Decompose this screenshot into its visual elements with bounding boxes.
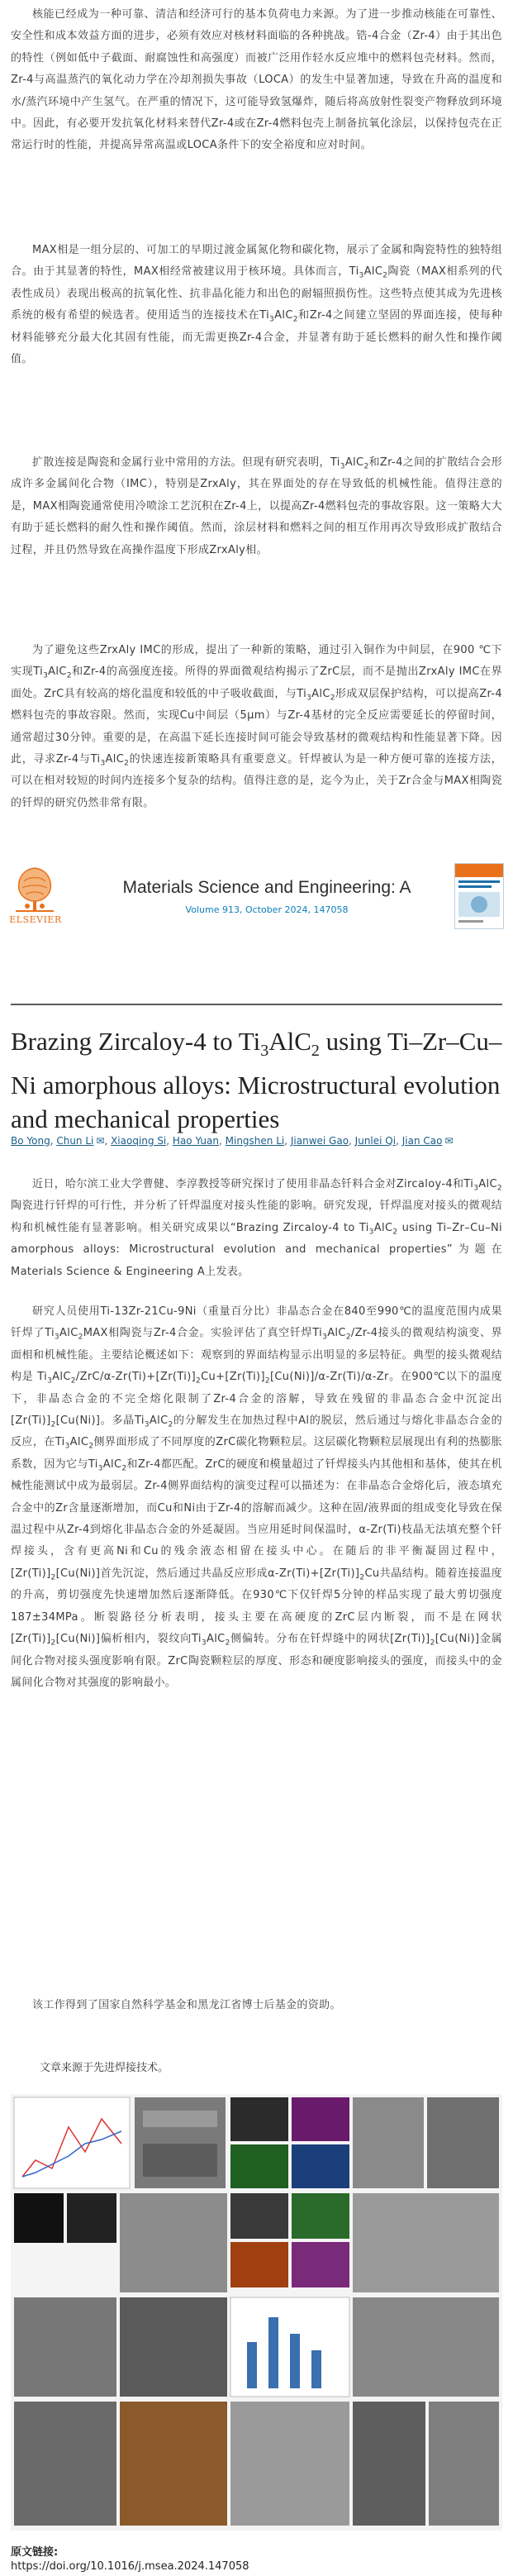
subscript: 3 (359, 272, 364, 280)
author-separator: , (349, 1135, 355, 1147)
subscript: 2 (363, 462, 369, 471)
subscript: 2 (168, 1420, 173, 1429)
title-run: 3 (260, 1042, 269, 1061)
text-run: 侧偏转。分布在钎焊缝中的网状[Zr(Ti)] (230, 1633, 430, 1646)
journal-name[interactable]: Materials Science and Engineering: A (122, 878, 411, 897)
text-run: 陶瓷进行钎焊的可行性，并分析了钎焊温度对接头性能的影响。研究发现，钎焊温度对接头的微观结构和机械性能有显著影响。相关研究成果以“Brazing Zircaloy-4 to Ti (11, 1200, 502, 1234)
subscript: 3 (368, 1228, 374, 1237)
body-paragraph (11, 1174, 502, 1283)
text-run: [Cu(Ni)]首先沉淀，然后通过共晶反应形成α-Zr(Ti)+[Zr(Ti)] (55, 1567, 360, 1580)
text-run: 和Zr-4的高强度连接。所得的界面微观结构揭示了ZrC层，而不是抛出ZrxAly IMC在界面处。ZrC具有较高的熔化温度和较低的中子吸收截面，与Ti (11, 665, 502, 700)
author-separator: , (50, 1135, 57, 1147)
source-label: 原文链接: (11, 2546, 59, 2559)
subscript: 2 (330, 694, 335, 703)
text-run: AlC (149, 1414, 169, 1428)
text-run: 的快速连接新策略具有重要意义。钎焊被认为是一种方便可靠的连接方法，可以在相对较短的时间内连接多个复杂的结构。值得注意的是，迄今为止，关于Zr合金与MAX相陶瓷的钎焊的研究仍然非常有限。 (11, 753, 502, 809)
text-run: AlC (69, 1436, 89, 1449)
subscript: 3 (97, 1464, 103, 1473)
author-link[interactable]: Chun Li (56, 1135, 94, 1147)
intro-paragraph (11, 452, 502, 561)
source-doi-link[interactable]: https://doi.org/10.1016/j.msea.2024.147058 (11, 2560, 249, 2573)
text-run: MAX相是一组分层的、可加工的早期过渡金属氮化物和碳化物，展示了金属和陶瓷特性的独特组合。由于其显著的特性，MAX相经常被建议用于核环境。具体而言，Ti (11, 244, 502, 279)
author-email-icon[interactable]: ✉ (96, 1135, 105, 1147)
text-run: AlC (59, 1327, 78, 1340)
subscript: 2 (496, 1184, 502, 1193)
subscript: 2 (66, 672, 72, 680)
body-paragraph (11, 1995, 502, 2016)
text-run: 陶瓷（MAX相系列的代表性成员）表现出极高的抗氧化性、抗非晶化能力和出色的耐辐照损伤性。这些特点使其成为先进核系统的极有希望的候选者。使用适当的连接技术在Ti (11, 265, 502, 322)
body-paragraph (11, 1301, 502, 1694)
text-run: 近日，哈尔滨工业大学曹健、李淳教授等研究探讨了使用非晶态钎料合金对Zircaloy-4和Ti (32, 1178, 474, 1190)
subscript: 3 (340, 462, 345, 471)
author-link[interactable]: Jianwei Gao (290, 1135, 349, 1147)
text-run: Cu共晶结构。随着连接温度的升高，剪切强度先快速增加然后逐渐降低。在930℃下仅钎焊5分钟的样品实现了最大剪切强度187±34MPa。断裂路径分析表明，接头主要在高硬度的ZrC层内断裂，而不是在网状[Zr(Ti)] (11, 1567, 502, 1646)
figure-credit: 文章来源于先进焊接技术。 (40, 2062, 169, 2074)
subscript: 2 (88, 1443, 94, 1452)
subscript: 2 (225, 1639, 230, 1648)
subscript: 2 (430, 1639, 435, 1648)
subscript: 3 (201, 1639, 207, 1648)
subscript: 2 (78, 1333, 83, 1342)
subscript: 2 (359, 1573, 365, 1582)
subscript: 3 (54, 1333, 59, 1342)
subscript: 3 (322, 1333, 328, 1342)
elsevier-tree-logo (11, 863, 59, 914)
text-run: AlC (373, 1221, 393, 1234)
text-run: 和Zr-4都匹配。ZrC的硬度和模量超过了钎焊接头内其他相和基体，使其在机械性能测试中成为最弱层。Zr-4侧界面结构的演变过程可以描述为：在非晶态合金熔化后，液态填充合金中的Zr含量逐渐增加，而Cu和Ni由于Zr-4的溶解而减少。这种在固/液界面的组成变化导致在保温过程中从Zr-4到熔化非晶态合金的外延凝固。当应用延时间保温时，α-Zr(Ti)枝晶无法填充整个钎焊接头，含有更高Ni和Cu的残余液态相留在接头中心。在随后的非平衡凝固过程中，[Zr(Ti)] (11, 1457, 502, 1580)
text-run: AlC (48, 665, 67, 679)
subscript: 2 (196, 1376, 202, 1386)
author-separator: , (218, 1135, 226, 1147)
author-link[interactable]: Junlei Qi (354, 1135, 397, 1147)
text-run: AlC (327, 1327, 346, 1340)
journal-cover-thumbnail (454, 863, 504, 929)
author-link[interactable]: Bo Yong (11, 1135, 50, 1147)
subscript: 2 (50, 1573, 56, 1582)
research-figure-panel (11, 2094, 502, 2531)
publisher-name: ELSEVIER (9, 914, 62, 925)
journal-volume[interactable]: Volume 913, October 2024, 147058 (185, 904, 349, 915)
subscript: 3 (306, 694, 312, 703)
text-run: AlC (52, 1371, 71, 1384)
subscript: 3 (43, 672, 49, 680)
text-run: 研究人员使用Ti-13Zr-21Cu-9Ni（重量百分比）非晶态合金在840至990℃的温度范围内成果钎焊了Ti (11, 1305, 502, 1340)
author-link[interactable]: Hao Yuan (172, 1135, 219, 1147)
text-run: 的分解发生在加热过程中Al的脱层，然后通过与熔化非晶态合金的反应，在Ti (11, 1414, 502, 1449)
text-run: [Cu(Ni)]。多晶Ti (55, 1414, 145, 1428)
title-run: AlC (268, 1027, 311, 1056)
subscript: 3 (100, 759, 106, 768)
text-run: AlC (311, 687, 330, 700)
banner-rule (11, 1004, 502, 1005)
text-run: [Cu(Ni)]/α-Zr(Ti)/α-Zr。在900℃以下的温度下，非晶态合金的不完全熔化限制了Zr-4合金的溶解，导致在残留的非晶态合金中沉淀出[Zr(Ti)] (11, 1371, 502, 1428)
subscript: 3 (47, 1376, 53, 1386)
subscript: 3 (144, 1420, 150, 1429)
title-run: 2 (311, 1042, 320, 1061)
subscript: 2 (70, 1376, 76, 1386)
text-run: 和Zr-4之间建立坚固的界面连接，使每种材料能够充分最大化其固有性能，而无需更换Zr-4合金，并显著有助于延长燃料的耐久性和操作阈值。 (11, 309, 502, 366)
text-run: AlC (274, 309, 293, 322)
subscript: 2 (345, 1333, 351, 1342)
subscript: 3 (269, 315, 275, 324)
subscript: 2 (50, 1420, 56, 1429)
intro-paragraph (11, 240, 502, 370)
text-run: 核能已经成为一种可靠、清洁和经济可行的基本负荷电力来源。为了进一步推动核能在可靠性、安全性和成本效益方面的进步，必须有效应对核材料面临的各种挑战。锆-4合金（Zr-4）由于其出色的特性（例如低中子截面、耐腐蚀性和高强度）而被广泛用作轻水反应堆中的燃料包壳材料。然而，Zr-4与高温蒸汽的氧化动力学在冷却剂损失事故（LOCA）的发生中显著加速，导致在升高的温度和水/蒸汽环境中产生氢气。在严重的情况下，这可能导致氢爆炸，随后将高放射性裂变产物释放到环境中。因此，有必要开发抗氧化材料来替代Zr-4或在Zr-4燃料包壳上制备抗氧化涂层，以保持包壳在正常运行时的性能，并提高异常高温或LOCA条件下的安全裕度和应对时间。 (11, 8, 502, 152)
subscript: 2 (292, 315, 298, 324)
text-run: using Ti–Zr–Cu–Ni amorphous alloys: Microstructural evolution and mechanical properties”为题在Materials Science & Engineering A上发表。 (11, 1221, 502, 1278)
text-run: AlC (478, 1178, 497, 1190)
text-run: [Cu(Ni)]金属间化合物对接头强度影响有限。ZrC陶瓷颗粒层的厚度、形态和硬度影响接头的强度，而接头中的金属间化合物对其强度的影响最小。 (11, 1633, 502, 1689)
subscript: 3 (473, 1184, 479, 1193)
text-run: 侧界面形成了不同厚度的ZrC碳化物颗粒层。这层碳化物颗粒层展现出有利的热膨胀系数，因为它与Ti (11, 1436, 502, 1471)
text-run: AlC (105, 753, 125, 766)
text-run: MAX相陶瓷与Zr-4合金。实验评估了真空钎焊Ti (83, 1327, 323, 1340)
author-link[interactable]: Mingshen Li (225, 1135, 285, 1147)
author-link[interactable]: Jian Cao (401, 1135, 443, 1147)
text-run: [Cu(Ni)]偏析相内，裂纹向Ti (55, 1633, 202, 1646)
title-run: using Ti–Zr–Cu–Ni amorphous alloys: Microstructural evolution and mechanical properties (11, 1027, 502, 1134)
text-run: 为了避免这些ZrxAly IMC的形成，提出了一种新的策略，通过引入铜作为中间层，在900 ℃下实现Ti (11, 644, 502, 679)
text-run: AlC (206, 1633, 226, 1646)
text-run: 和Zr-4之间的扩散结合会形成许多金属间化合物（IMC），特别是ZrxAly，其在界面处的存在导致低的机械性能。值得注意的是，MAX相陶瓷通常使用冷喷涂工艺沉积在Zr-4上，以提高Zr-4燃料包壳的事故容限。这一策略大大有助于延长燃料的耐久性和操作阈值。然而，涂层材料和燃料之间的相互作用再次导致形成扩散结合过程，并且仍然导致在高操作温度下形成ZrxAly相。 (11, 456, 503, 556)
text-run: 扩散连接是陶瓷和金属行业中常用的方法。但现有研究表明，Ti (32, 456, 340, 469)
subscript: 2 (264, 1376, 270, 1386)
text-run: 形成双层保护结构，可以提高Zr-4燃料包壳的事故容限。然而，实现Cu中间层（5μm）与Zr-4基材的完全反应需要延长的停留时间，通常超过30分钟。重要的是，在高温下延长连接时间可能会导致基材的微观结构和性能显著下降。因此，寻求Zr-4与Ti (11, 687, 502, 766)
paper-title (11, 1024, 502, 1136)
text-run: AlC (102, 1457, 122, 1471)
intro-paragraph (11, 4, 502, 157)
author-separator: , (284, 1135, 291, 1147)
text-run: Cu+[Zr(Ti)] (201, 1371, 265, 1384)
subscript: 2 (50, 1639, 56, 1648)
text-run: /ZrC/α-Zr(Ti)+[Zr(Ti)] (75, 1371, 197, 1384)
author-link[interactable]: Xiaoqing Si (111, 1135, 167, 1147)
author-email-icon[interactable]: ✉ (444, 1135, 454, 1147)
subscript: 2 (392, 1228, 398, 1237)
subscript: 3 (64, 1443, 70, 1452)
author-separator: , (396, 1135, 402, 1147)
author-list (11, 1132, 502, 1150)
text-run: /Zr-4接头的微观结构演变、界面相和机械性能。主要结论概述如下：观察到的界面结构显示出明显的多层特征。典型的接头微观结构是 Ti (11, 1327, 502, 1384)
text-run: 该工作得到了国家自然科学基金和黑龙江省博士后基金的资助。 (32, 1999, 341, 2011)
text-run: AlC (344, 456, 364, 469)
title-run: Brazing Zircaloy-4 to Ti (11, 1027, 261, 1056)
subscript: 2 (121, 1464, 127, 1473)
journal-banner (11, 863, 502, 1012)
text-run: AlC (363, 265, 383, 279)
author-separator: , (166, 1135, 173, 1147)
intro-paragraph (11, 640, 502, 814)
author-separator: , (104, 1135, 112, 1147)
subscript: 2 (124, 759, 130, 768)
subscript: 2 (382, 272, 388, 280)
